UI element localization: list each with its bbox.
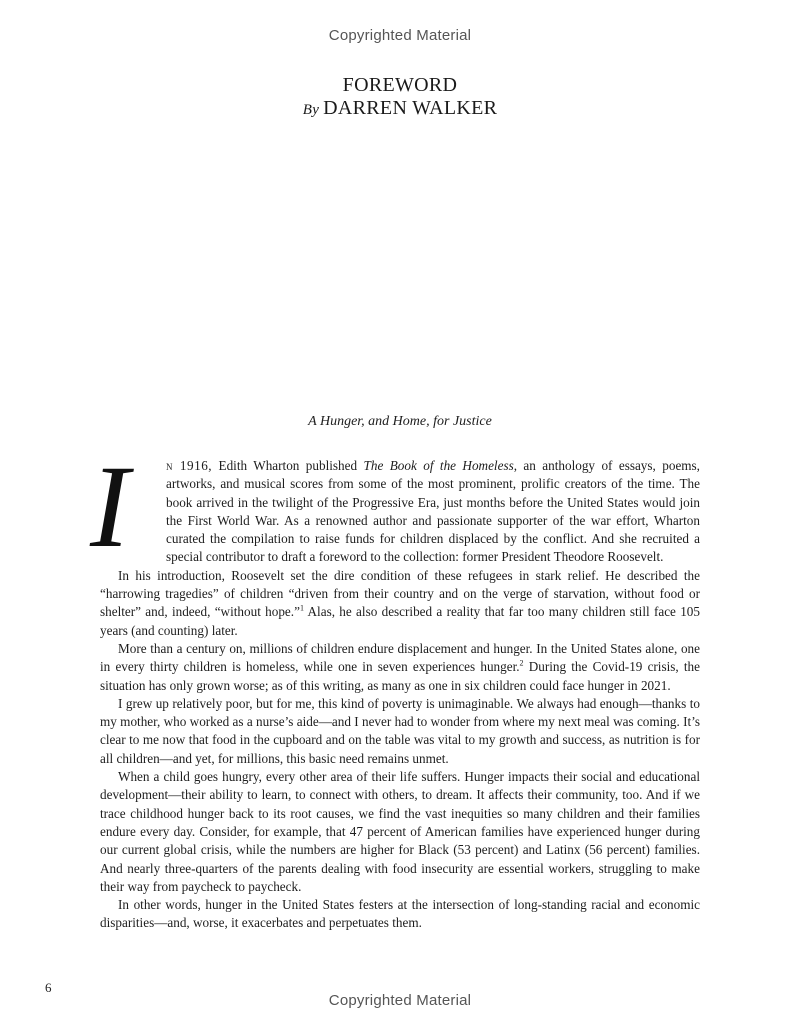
body-text [90, 441, 700, 933]
paragraph-2 [100, 567, 700, 640]
paragraph-1-text-b: , an anthology of essays, poems, artworks, and musical scores from some of the most prominent, prolific creators of the time. The book arrived in the twilight of the Progressive Era, just months before the United States would join the First World War. As a renowned author and passionate supporter of the war effort, Wharton curated the compilation to raise funds for children displaced by the conflict. And she recruited a special contributor to draft a foreword to the collection: former President Theodore Roosevelt. [166, 458, 700, 565]
page-number: 6 [45, 980, 52, 995]
opening-smallcaps: n 1916, [166, 458, 213, 473]
drop-cap: I [90, 441, 130, 572]
paragraph-6: In other words, hunger in the United States festers at the intersection of long-standing racial and economic disparities—and, worse, it exacerbates and perpetuates them. [100, 897, 700, 931]
copyright-watermark-bottom: Copyrighted Material [328, 992, 472, 1009]
footnote-ref-1: 1 [299, 603, 304, 613]
paragraph-3 [100, 640, 700, 695]
paragraph-2-text-b: Alas, he also described a reality that far too many children still face 105 years (and counting) later. [100, 604, 700, 638]
byline-by: By [302, 102, 320, 118]
paragraph-5: When a child goes hungry, every other area of their life suffers. Hunger impacts their social and educational development—their ability to learn, to connect with others, to dream. It affects their community, too. And if we trace childhood hunger back to its root causes, we find the vast inequities so many children and their families endure every day. Consider, for example, that 47 percent of American families have experienced hunger during our current global crisis, while the numbers are higher for Black (53 percent) and Latinx (56 percent) families. And nearly three-quarters of the parents dealing with food insecurity are essential workers, struggling to make their way from paycheck to paycheck. [100, 769, 700, 894]
chapter-title: FOREWORD [342, 74, 458, 96]
byline-author: DARREN WALKER [323, 97, 498, 119]
paragraph-2-text-a: In his introduction, Roosevelt set the dire condition of these refugees in stark relief. He described the “harrowing tragedies” of children “driven from their country and on the verge of starvation, without food or shelter” and, indeed, “without hope.” [100, 567, 700, 620]
paragraph-1 [90, 441, 700, 572]
copyright-watermark-top: Copyrighted Material [328, 27, 472, 44]
chapter-byline [0, 97, 800, 120]
footnote-ref-2: 2 [519, 658, 524, 668]
section-subtitle: A Hunger, and Home, for Justice [308, 414, 492, 429]
paragraph-3-text-a: More than a century on, millions of children endure displacement and hunger. In the United States alone, one in every thirty children is homeless, while one in seven experiences hunger. [100, 640, 700, 675]
paragraph-1-text-a: Edith Wharton published [212, 458, 364, 473]
book-title: The Book of the Homeless [363, 458, 514, 473]
paragraph-4: I grew up relatively poor, but for me, this kind of poverty is unimaginable. We always had enough—thanks to my mother, who worked as a nurse’s aide—and I never had to wonder from where my next meal was coming. It’s clear to me now that food in the cupboard and on the table was vital to my growth and success, as nutrition is for all children—and yet, for millions, this basic need remains unmet. [100, 695, 700, 766]
paragraph-3-text-b: During the Covid-19 crisis, the situation has only grown worse; as of this writing, as many as one in six children could face hunger in 2021. [100, 659, 700, 693]
